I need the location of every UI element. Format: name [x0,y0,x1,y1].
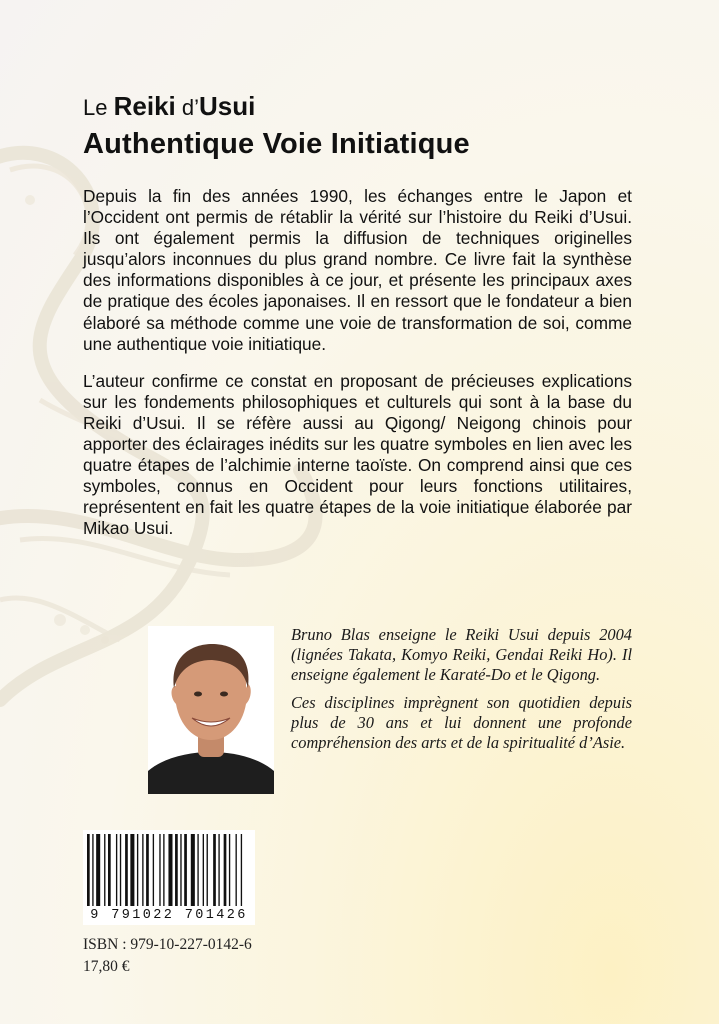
barcode-bar [197,834,198,906]
title-of: d’ [181,95,200,120]
author-photo [148,626,274,794]
barcode-bar [92,834,93,906]
barcode-bar [213,834,216,906]
barcode-bar [96,834,100,906]
barcode-bar [146,834,149,906]
barcode-bar [104,834,105,906]
title-reiki: Reiki [113,91,176,121]
book-title [83,90,643,162]
barcode-bar [241,834,242,906]
blurb-paragraph-2: L’auteur confirme ce constat en proposant de précieuses explications sur les fondements philosophiques et culturels qui sont à la base du Reiki d’Usui. Il se réfère aussi au Qigong/ Neigong chinois pour apporter des éclairages inédits sur les quatre symboles en lien avec les quatre étapes de l’alchimie interne taoïste. On comprend ainsi que ces symboles, connus en Occident pour leurs fonctions utilitaires, représentent en fait les quatre étapes de la voie initiatique élaborée par Mikao Usui. [83,370,632,539]
author-bio-paragraph-2: Ces disciplines imprègnent son quotidien depuis plus de 30 ans et lui donnent une profonde compréhension des arts et de la spiritualité d’Asie. [291,693,632,753]
author-bio-paragraph-1: Bruno Blas enseigne le Reiki Usui depuis 2004 (lignées Takata, Komyo Reiki, Gendai Reiki Ho). Il enseigne également le Karaté-Do et le Qigong. [291,625,632,685]
price: 17,80 € [83,958,130,975]
barcode-bar [191,834,195,906]
barcode-bar [137,834,138,906]
isbn-number: ISBN : 979-10-227-0142-6 [83,936,252,953]
barcode-bar [180,834,181,906]
barcode-bar [153,834,154,906]
barcode-bar [108,834,111,906]
barcode-bar [159,834,160,906]
barcode-bar [184,834,187,906]
book-subtitle: Authentique Voie Initiatique [83,128,470,160]
barcode-bar [229,834,230,906]
barcode [83,830,255,925]
barcode-bar [120,834,121,906]
blurb-paragraph-1: Depuis la fin des années 1990, les échanges entre le Japon et l’Occident ont permis de rétablir la vérité sur l’histoire du Reiki d’Usui. Ils ont également permis la diffusion de techniques originelles jusqu’alors inconnues du plus grand nombre. Ce livre fait la synthèse des informations disponibles à ce jour, et présente les principaux axes de pratique des écoles japonaises. Il en ressort que le fondateur a bien élaboré sa méthode comme une voie de transformation de soi, comme une authentique voie initiatique. [83,186,632,354]
barcode-bar [142,834,143,906]
title-prefix: Le [83,95,108,120]
barcode-bar [125,834,128,906]
blurb [83,186,632,556]
barcode-bar [87,834,90,906]
barcode-bar [163,834,164,906]
barcode-bar [224,834,227,906]
barcode-bar [207,834,208,906]
title-line-1 [83,90,643,124]
barcode-bar [203,834,204,906]
barcode-digits: 9 791022 701426 [90,908,248,923]
barcode-bars-icon [83,830,255,908]
barcode-bar [218,834,219,906]
barcode-bar [130,834,134,906]
barcode-bar [175,834,178,906]
author-portrait-icon [148,626,274,794]
isbn-price-block [83,934,252,978]
barcode-bar [236,834,237,906]
barcode-bar [168,834,172,906]
author-bio [291,625,632,762]
barcode-bar [116,834,117,906]
title-usui: Usui [199,91,256,121]
